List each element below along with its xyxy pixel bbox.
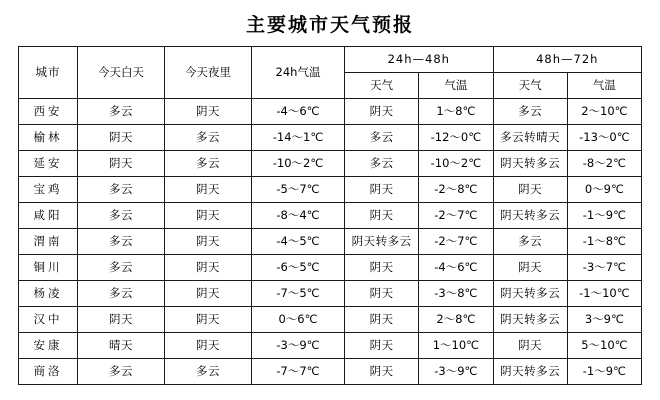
weather-forecast-table <box>18 46 642 385</box>
cell-weather-48-72: 多云 <box>493 99 567 125</box>
table-row <box>19 99 642 125</box>
cell-weather-24-48: 阴天 <box>345 281 419 307</box>
cell-weather-24-48: 阴天 <box>345 307 419 333</box>
cell-weather-48-72: 阴天转多云 <box>493 307 567 333</box>
table-header <box>19 47 642 99</box>
cell-city: 汉中 <box>19 307 78 333</box>
table-row <box>19 255 642 281</box>
cell-temp-24-48: -2～8℃ <box>419 177 493 203</box>
cell-city: 榆林 <box>19 125 78 151</box>
cell-today-day: 多云 <box>78 203 165 229</box>
cell-today-day: 阴天 <box>78 151 165 177</box>
cell-weather-48-72: 阴天转多云 <box>493 359 567 385</box>
cell-weather-48-72: 阴天转多云 <box>493 151 567 177</box>
cell-temp-24-48: 2～8℃ <box>419 307 493 333</box>
cell-weather-24-48: 阴天 <box>345 99 419 125</box>
cell-today-night: 阴天 <box>165 99 252 125</box>
cell-temp-24h: 0～6℃ <box>252 307 345 333</box>
cell-temp-24h: -8～4℃ <box>252 203 345 229</box>
cell-weather-24-48: 阴天 <box>345 359 419 385</box>
cell-weather-48-72: 阴天 <box>493 255 567 281</box>
cell-temp-24-48: 1～10℃ <box>419 333 493 359</box>
cell-today-night: 阴天 <box>165 255 252 281</box>
cell-temp-48-72: 2～10℃ <box>567 99 641 125</box>
cell-temp-48-72: -1～8℃ <box>567 229 641 255</box>
cell-today-night: 阴天 <box>165 229 252 255</box>
cell-today-night: 阴天 <box>165 177 252 203</box>
cell-weather-48-72: 多云转晴天 <box>493 125 567 151</box>
cell-city: 杨凌 <box>19 281 78 307</box>
table-container <box>0 46 660 385</box>
cell-temp-24-48: -3～9℃ <box>419 359 493 385</box>
cell-today-day: 多云 <box>78 229 165 255</box>
cell-weather-24-48: 阴天 <box>345 333 419 359</box>
cell-temp-48-72: 3～9℃ <box>567 307 641 333</box>
cell-temp-24h: -5～7℃ <box>252 177 345 203</box>
cell-temp-48-72: -8～2℃ <box>567 151 641 177</box>
header-weather-24-48: 天气 <box>345 73 419 99</box>
cell-temp-48-72: 5～10℃ <box>567 333 641 359</box>
table-row <box>19 203 642 229</box>
cell-temp-24h: -7～7℃ <box>252 359 345 385</box>
table-row <box>19 151 642 177</box>
table-row <box>19 359 642 385</box>
cell-temp-48-72: -1～9℃ <box>567 203 641 229</box>
cell-weather-24-48: 阴天 <box>345 203 419 229</box>
header-temp-48-72: 气温 <box>567 73 641 99</box>
header-today-night: 今天夜里 <box>165 47 252 99</box>
cell-weather-48-72: 多云 <box>493 229 567 255</box>
header-weather-48-72: 天气 <box>493 73 567 99</box>
cell-today-day: 多云 <box>78 255 165 281</box>
header-group-48-72: 48h—72h <box>493 47 642 73</box>
header-temp-24h: 24h气温 <box>252 47 345 99</box>
cell-weather-24-48: 多云 <box>345 125 419 151</box>
cell-today-night: 阴天 <box>165 307 252 333</box>
cell-today-day: 多云 <box>78 281 165 307</box>
cell-today-day: 阴天 <box>78 125 165 151</box>
cell-today-day: 晴天 <box>78 333 165 359</box>
cell-weather-24-48: 阴天 <box>345 255 419 281</box>
cell-temp-24h: -10～2℃ <box>252 151 345 177</box>
cell-temp-48-72: -3～7℃ <box>567 255 641 281</box>
cell-today-day: 多云 <box>78 99 165 125</box>
cell-today-night: 阴天 <box>165 281 252 307</box>
table-row <box>19 125 642 151</box>
cell-today-day: 多云 <box>78 177 165 203</box>
cell-city: 西安 <box>19 99 78 125</box>
cell-today-day: 多云 <box>78 359 165 385</box>
header-group-24-48: 24h—48h <box>345 47 494 73</box>
cell-temp-24-48: -10～2℃ <box>419 151 493 177</box>
cell-temp-24-48: -12～0℃ <box>419 125 493 151</box>
cell-weather-48-72: 阴天转多云 <box>493 203 567 229</box>
table-row <box>19 177 642 203</box>
cell-temp-24h: -14～1℃ <box>252 125 345 151</box>
cell-city: 商洛 <box>19 359 78 385</box>
cell-weather-24-48: 多云 <box>345 151 419 177</box>
cell-city: 安康 <box>19 333 78 359</box>
cell-temp-48-72: -1～10℃ <box>567 281 641 307</box>
cell-city: 渭南 <box>19 229 78 255</box>
cell-city: 铜川 <box>19 255 78 281</box>
table-body <box>19 99 642 385</box>
cell-city: 咸阳 <box>19 203 78 229</box>
cell-temp-24-48: -3～8℃ <box>419 281 493 307</box>
table-row <box>19 333 642 359</box>
cell-temp-48-72: 0～9℃ <box>567 177 641 203</box>
cell-temp-48-72: -1～9℃ <box>567 359 641 385</box>
cell-today-night: 多云 <box>165 151 252 177</box>
cell-temp-48-72: -13～0℃ <box>567 125 641 151</box>
table-header-row-1 <box>19 47 642 73</box>
table-row <box>19 281 642 307</box>
cell-temp-24-48: 1～8℃ <box>419 99 493 125</box>
cell-city: 延安 <box>19 151 78 177</box>
page-title: 主要城市天气预报 <box>245 14 414 36</box>
header-today-day: 今天白天 <box>78 47 165 99</box>
cell-today-night: 阴天 <box>165 333 252 359</box>
cell-temp-24h: -7～5℃ <box>252 281 345 307</box>
cell-today-day: 阴天 <box>78 307 165 333</box>
cell-weather-24-48: 阴天 <box>345 177 419 203</box>
cell-temp-24h: -6～5℃ <box>252 255 345 281</box>
header-temp-24-48: 气温 <box>419 73 493 99</box>
cell-temp-24-48: -2～7℃ <box>419 229 493 255</box>
table-row <box>19 229 642 255</box>
cell-today-night: 多云 <box>165 359 252 385</box>
cell-weather-48-72: 阴天转多云 <box>493 281 567 307</box>
cell-temp-24h: -3～9℃ <box>252 333 345 359</box>
cell-city: 宝鸡 <box>19 177 78 203</box>
header-city: 城市 <box>19 47 78 99</box>
cell-temp-24-48: -4～6℃ <box>419 255 493 281</box>
cell-weather-48-72: 阴天 <box>493 177 567 203</box>
cell-temp-24-48: -2～7℃ <box>419 203 493 229</box>
cell-today-night: 阴天 <box>165 203 252 229</box>
cell-weather-24-48: 阴天转多云 <box>345 229 419 255</box>
cell-temp-24h: -4～5℃ <box>252 229 345 255</box>
cell-temp-24h: -4～6℃ <box>252 99 345 125</box>
cell-today-night: 多云 <box>165 125 252 151</box>
table-row <box>19 307 642 333</box>
cell-weather-48-72: 阴天 <box>493 333 567 359</box>
